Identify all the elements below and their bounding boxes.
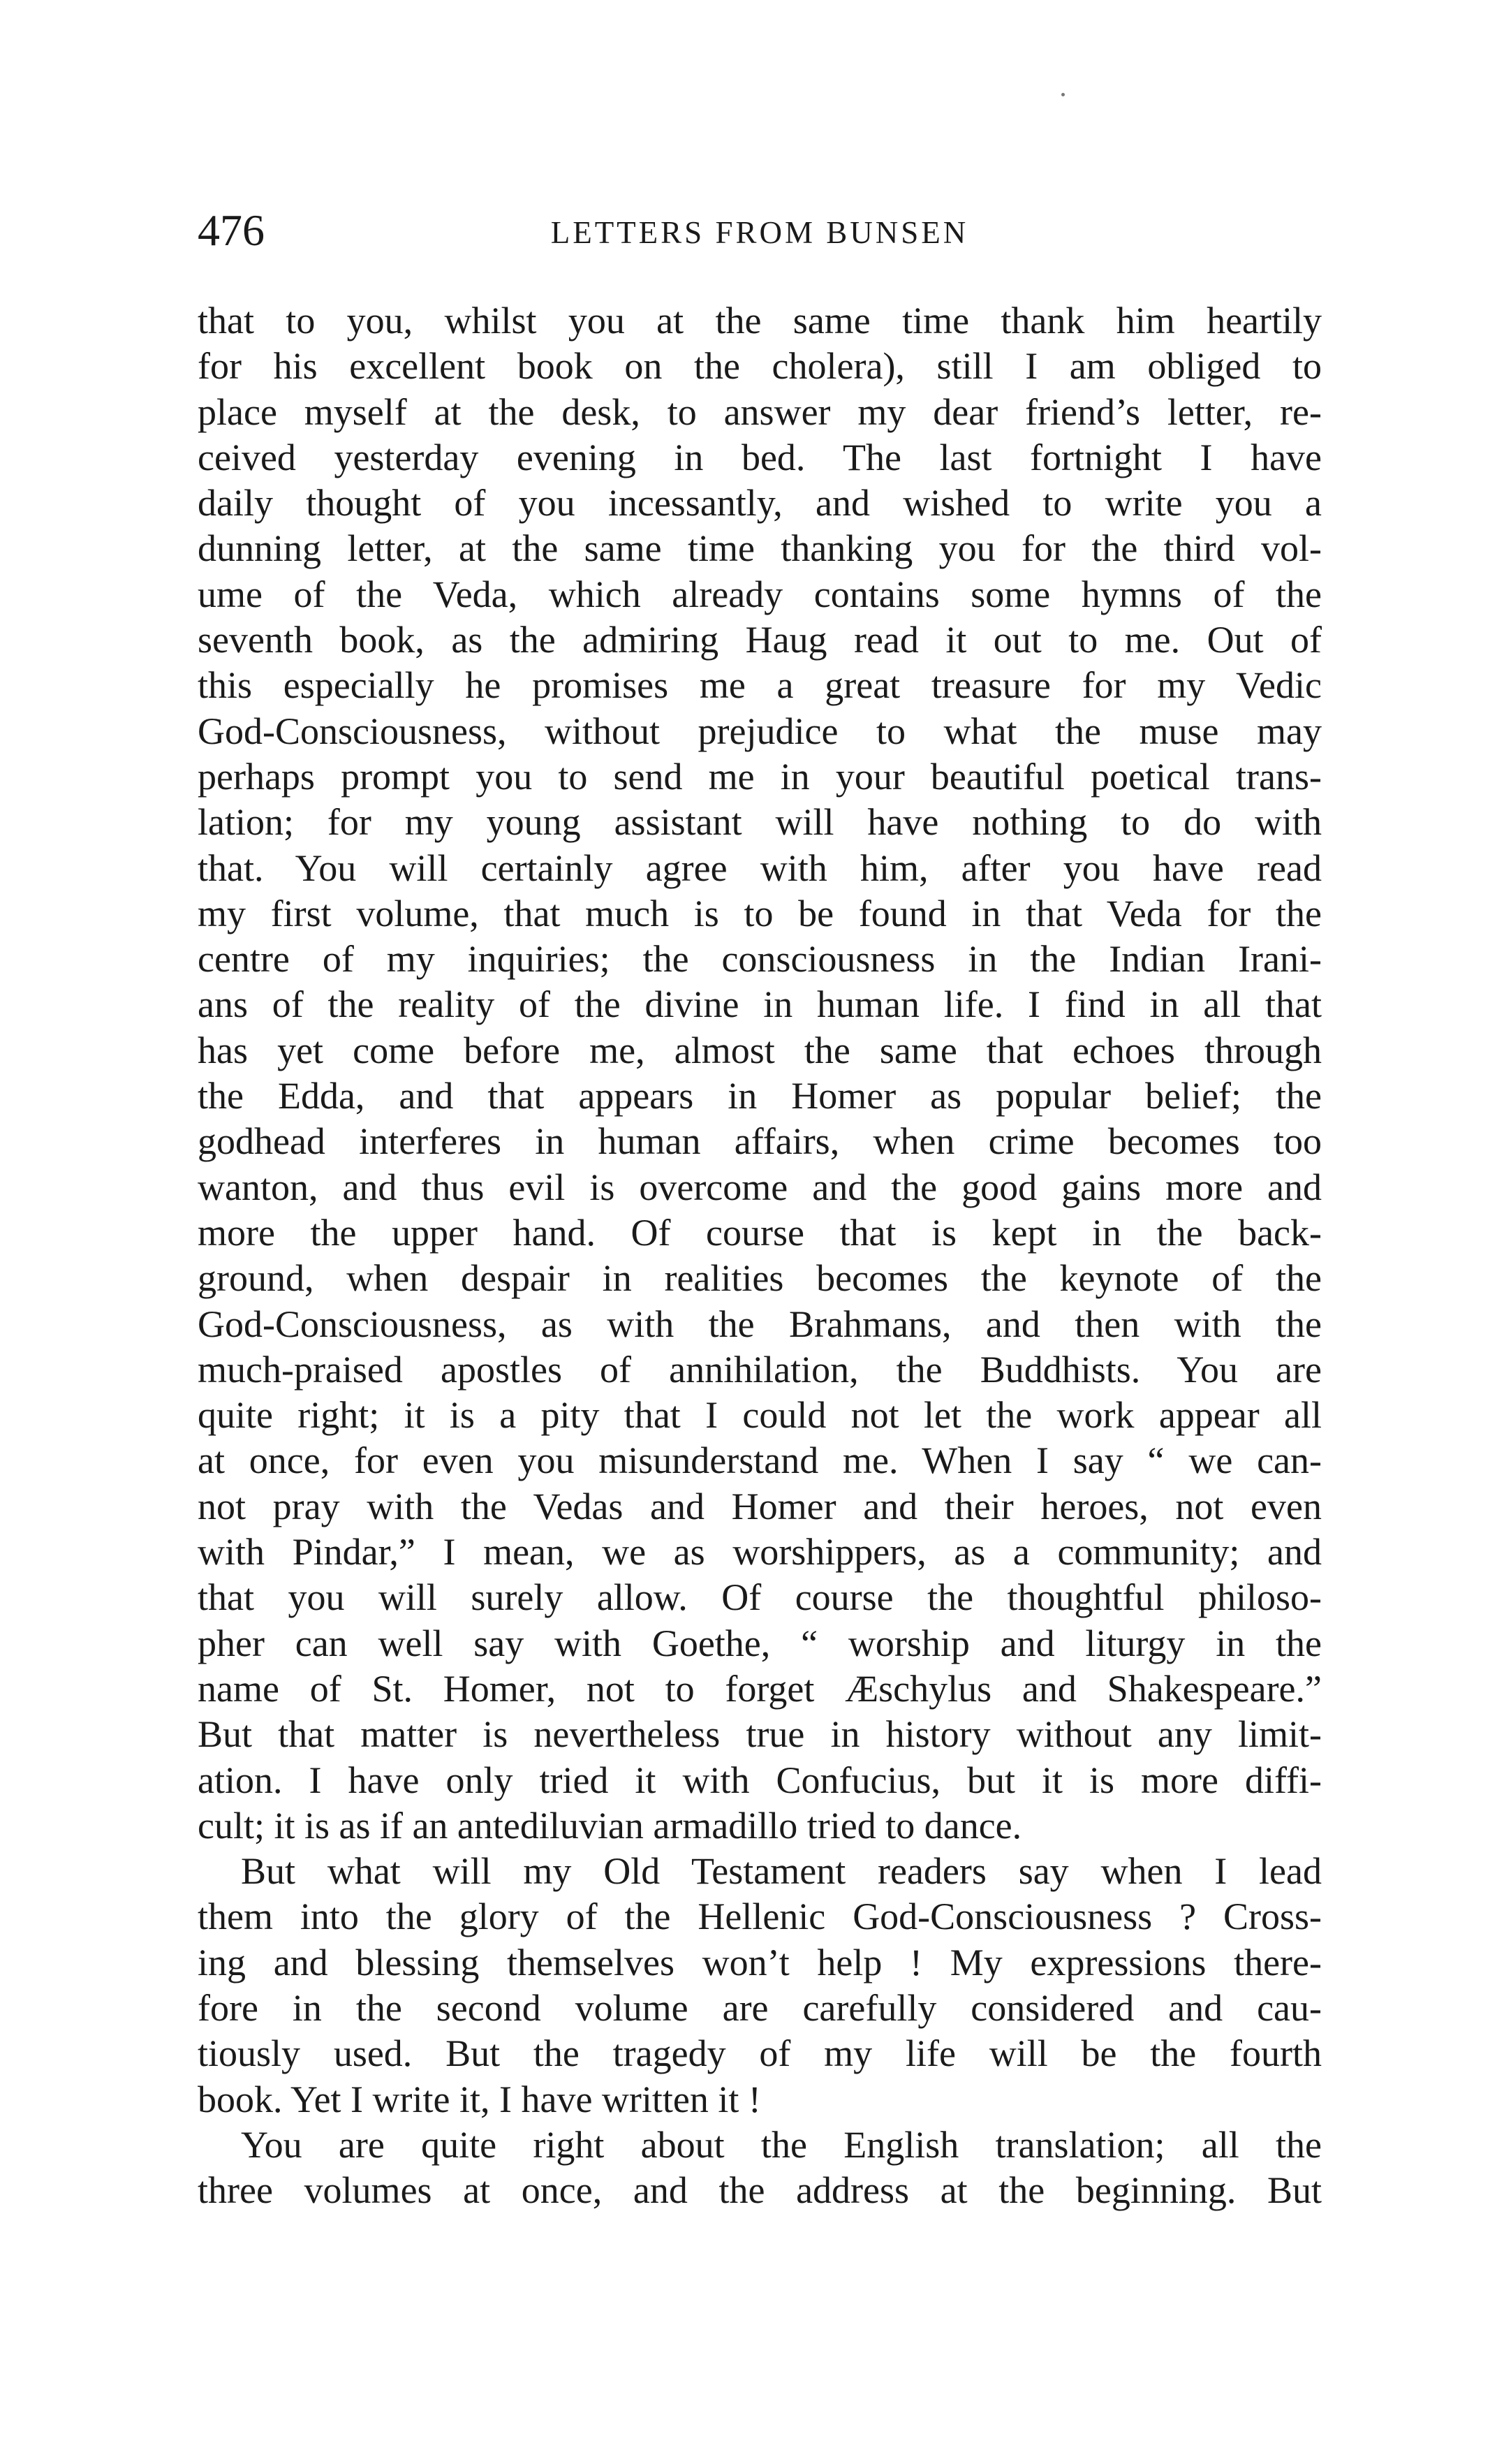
text-line: godhead interferes in human affairs, when crime becomes too [198, 1120, 1322, 1163]
text-line: them into the glory of the Hellenic God-Consciousness ? Cross- [198, 1895, 1322, 1938]
text-line: my first volume, that much is to be found in that Veda for the [198, 892, 1322, 934]
text-line: has yet come before me, almost the same that echoes through [198, 1029, 1322, 1071]
text-line: more the upper hand. Of course that is kept in the back- [198, 1211, 1322, 1254]
text-line: not pray with the Vedas and Homer and their heroes, not even [198, 1485, 1322, 1527]
text-line: the Edda, and that appears in Homer as popular belief; the [198, 1075, 1322, 1117]
text-line: that to you, whilst you at the same time thank him heartily [198, 300, 1322, 342]
text-line: at once, for even you misunderstand me. When I say “ we can- [198, 1439, 1322, 1482]
text-line: God-Consciousness, as with the Brahmans, and then with the [198, 1303, 1322, 1345]
text-line: ation. I have only tried it with Confucius, but it is more diffi- [198, 1759, 1322, 1801]
text-line: for his excellent book on the cholera), still I am obliged to [198, 345, 1322, 388]
text-line: fore in the second volume are carefully considered and cau- [198, 1986, 1322, 2029]
text-line: name of St. Homer, not to forget Æschylus and Shakespeare.” [198, 1667, 1322, 1710]
page-number: 476 [198, 205, 265, 255]
running-head: LETTERS FROM BUNSEN [550, 215, 969, 250]
body-text [198, 298, 1322, 2213]
text-line: tiously used. But the tragedy of my life will be the fourth [198, 2032, 1322, 2075]
text-line: pher can well say with Goethe, “ worship and liturgy in the [198, 1622, 1322, 1664]
text-line: perhaps prompt you to send me in your beautiful poetical trans- [198, 755, 1322, 798]
text-line: wanton, and thus evil is overcome and the good gains more and [198, 1166, 1322, 1208]
text-line: seventh book, as the admiring Haug read it out to me. Out of [198, 619, 1322, 661]
text-line: that. You will certainly agree with him, after you have read [198, 846, 1322, 889]
text-line: this especially he promises me a great treasure for my Vedic [198, 664, 1322, 707]
paragraph-start-line: But what will my Old Testament readers say when I lead [241, 1850, 1322, 1893]
paper-speck [1061, 93, 1065, 96]
text-line: ground, when despair in realities becomes the keynote of the [198, 1257, 1322, 1300]
text-line: much-praised apostles of annihilation, the Buddhists. You are [198, 1348, 1322, 1391]
text-line: dunning letter, at the same time thanking you for the third vol- [198, 527, 1322, 570]
text-line: lation; for my young assistant will have nothing to do with [198, 801, 1322, 844]
text-line: that you will surely allow. Of course the thoughtful philoso- [198, 1576, 1322, 1619]
text-line: ing and blessing themselves won’t help ! My expressions there- [198, 1941, 1322, 1983]
paragraph-end-line: book. Yet I write it, I have written it ! [198, 2078, 761, 2120]
text-line: with Pindar,” I mean, we as worshippers, as a community; and [198, 1531, 1322, 1574]
text-line: ceived yesterday evening in bed. The last fortnight I have [198, 436, 1322, 478]
text-line: daily thought of you incessantly, and wished to write you a [198, 482, 1322, 525]
text-line: centre of my inquiries; the consciousness in the Indian Irani- [198, 938, 1322, 981]
paragraph-start-line: You are quite right about the English translation; all the [241, 2123, 1322, 2166]
text-line: ans of the reality of the divine in human life. I find in all that [198, 983, 1322, 1026]
text-line: place myself at the desk, to answer my dear friend’s letter, re- [198, 390, 1322, 433]
text-line: But that matter is nevertheless true in history without any limit- [198, 1713, 1322, 1756]
paragraph-end-line: cult; it is as if an antediluvian armadillo tried to dance. [198, 1804, 1022, 1847]
page-header [198, 203, 1322, 258]
text-line: ume of the Veda, which already contains some hymns of the [198, 573, 1322, 615]
text-line: God-Consciousness, without prejudice to what the muse may [198, 710, 1322, 752]
text-line: three volumes at once, and the address at the beginning. But [198, 2169, 1322, 2212]
text-line: quite right; it is a pity that I could not let the work appear all [198, 1394, 1322, 1437]
